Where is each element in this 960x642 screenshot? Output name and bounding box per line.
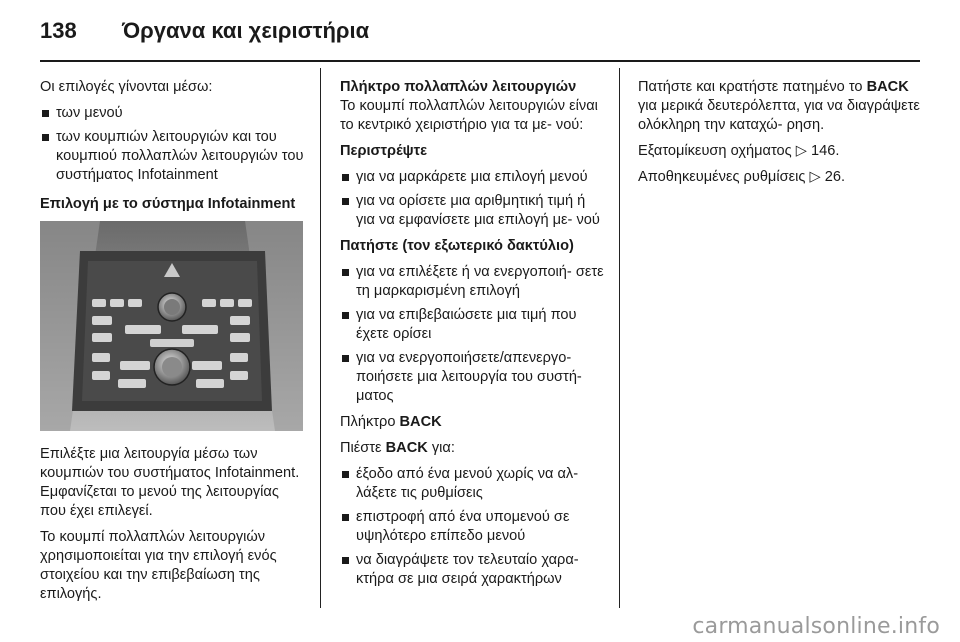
column-divider (320, 68, 321, 608)
column-1 (40, 78, 305, 611)
watermark: carmanualsonline.info (692, 614, 940, 639)
reference-page[interactable]: 146. (811, 143, 840, 159)
list-item: για να ορίσετε μια αριθμητική τιμή ή για να εμφανίσετε μια επιλογή με- νού (340, 192, 605, 230)
list-item: των μενού (40, 104, 305, 123)
list-item: έξοδο από ένα μενού χωρίς να αλ- λάξετε τις ρυθμίσεις (340, 465, 605, 503)
cross-reference (638, 168, 923, 187)
list-item: για να μαρκάρετε μια επιλογή μενού (340, 168, 605, 187)
paragraph (638, 78, 923, 135)
press-list (340, 263, 605, 406)
section-heading: Πλήκτρο πολλαπλών λειτουργιών (340, 79, 577, 95)
column-2 (340, 78, 605, 596)
press-prefix: Πιέστε (340, 440, 382, 456)
column-3 (638, 78, 923, 194)
page-number: 138 (40, 18, 77, 43)
press-back-intro (340, 439, 605, 458)
turn-list (340, 168, 605, 230)
arrow-icon: ▷ (795, 143, 807, 159)
back-label: Πλήκτρο (340, 414, 396, 430)
reference-text: Εξατομίκευση οχήματος (638, 143, 792, 159)
paragraph: Το κουμπί πολλαπλών λειτουργιών χρησιμοποιείται για την επιλογή ενός στοιχείου και την επιβεβαίωση της επιλογής. (40, 529, 277, 602)
infotainment-panel-photo (40, 221, 303, 431)
list-item: για να επιλέξετε ή να ενεργοποιή- σετε τη μαρκαρισμένη επιλογή (340, 263, 605, 301)
reference-text: Αποθηκευμένες ρυθμίσεις (638, 169, 806, 185)
cross-reference (638, 142, 923, 161)
paragraph: Το κουμπί πολλαπλών λειτουργιών είναι το κεντρικό χειριστήριο για τα με- νού: (340, 98, 598, 133)
text-run: Πατήστε και κρατήστε πατημένο το (638, 79, 863, 95)
subheading-press: Πατήστε (τον εξωτερικό δακτύλιο) (340, 238, 574, 254)
back-key: BACK (866, 79, 909, 95)
back-key: BACK (385, 440, 428, 456)
intro-text: Οι επιλογές γίνονται μέσω: (40, 79, 213, 95)
back-list (340, 465, 605, 589)
arrow-icon: ▷ (809, 169, 821, 185)
section-heading: Επιλογή με το σύστημα Infotainment (40, 196, 296, 212)
list-item: επιστροφή από ένα υπομενού σε υψηλότερο επίπεδο μενού (340, 508, 605, 546)
list-item: των κουμπιών λειτουργιών και του κουμπιού πολλαπλών λειτουργιών του συστήματος Infotainment (40, 128, 305, 185)
text-run: για μερικά δευτερόλεπτα, για να διαγράψετε ολόκληρη την καταχώ- ρηση. (638, 98, 920, 133)
list-item: για να ενεργοποιήσετε/απενεργο- ποιήσετε μια λειτουργία του συστή- ματος (340, 349, 605, 406)
list-item: να διαγράψετε τον τελευταίο χαρα- κτήρα σε μια σειρά χαρακτήρων (340, 551, 605, 589)
page-header (40, 14, 920, 62)
back-key: BACK (399, 414, 442, 430)
back-key-heading (340, 413, 605, 432)
subheading-turn: Περιστρέψτε (340, 143, 428, 159)
list-item: για να επιβεβαιώσετε μια τιμή που έχετε ορίσει (340, 306, 605, 344)
intro-list (40, 104, 305, 185)
press-suffix: για: (431, 440, 455, 456)
column-divider (619, 68, 620, 608)
chapter-title: Όργανα και χειριστήρια (122, 18, 370, 43)
paragraph: Επιλέξτε μια λειτουργία μέσω των κουμπιών του συστήματος Infotainment. Εμφανίζεται το μενού της λειτουργίας που έχει επιλεγεί. (40, 446, 300, 519)
reference-page[interactable]: 26. (824, 169, 846, 185)
